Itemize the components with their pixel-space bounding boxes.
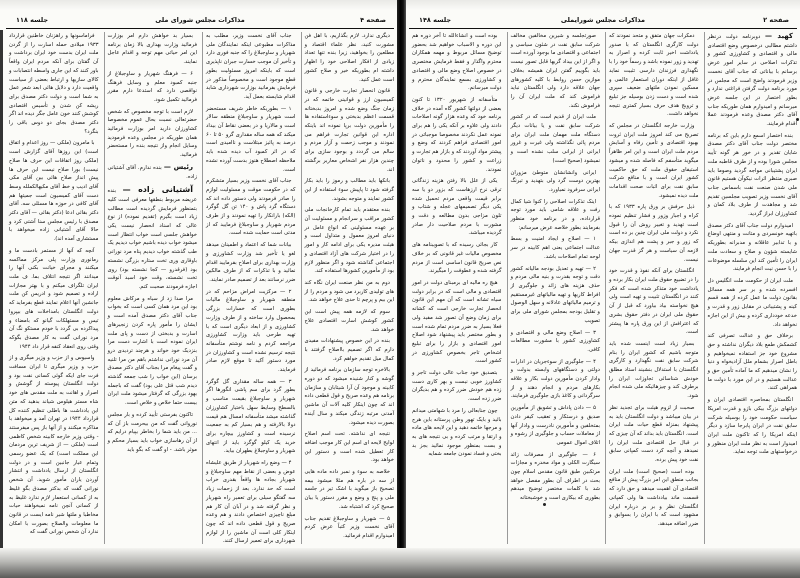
paragraph: [708, 222, 798, 274]
right-page: [409, 12, 797, 548]
paragraph: [305, 308, 395, 334]
paragraph-text: فراماسونها و راهزنان خاطنین قرارداد ۱۹۳۳ میلادی حمله اسارت را از گردن ملت ایران بدست خود ایران برداشت و آن گفتان برای آنکه مردم ایران واقعاً باور کنند که این جاری واسطه انتصابات و کالای سازیها و ارتباط بعضی از سیاست واقعیت دارد و دلایل هائی ابعد شعر عمل به شما است و دولت دکتر مصدق برای ریشه کن شدن و تأسیس اقتصادی کوشش کنند خون عامل جگر دیده اند اگر دکتر مصدق بجای دو دوس باقی را بنگرد؟: [9, 33, 99, 135]
paragraph: [708, 32, 798, 129]
paragraph: [708, 132, 798, 219]
paragraph: [412, 96, 502, 174]
paragraph-text: برخلاف حق و عدالت تصرفی کند کشمکش طمع بلاد دیگران نداشته و حق مشروع خود جز استفاده نمیخواهیم و باطل اصرار بشمام ملل آزادیخواه و دنیا را نشان میدهیم که ما آماده تأمین حق و عدالت هستیم و در این مورد با دولت ما همراهی کنند.: [707, 333, 797, 392]
right-page-header: [409, 12, 797, 29]
speaker-name: کهبد —: [764, 32, 793, 40]
speaker-name: آشتیانی زاده —: [122, 185, 193, 195]
paragraph: [708, 277, 798, 329]
paragraph: [511, 265, 601, 326]
paragraph: [511, 198, 601, 233]
paragraph-text: ذیل حرفش بر ورق پاره ۱۹۳۳ که با کراه و اجبار وزور و فشار تنظیم نموده است تهدید و تغییر روش آن را قبول نکرد و دولت ملی ایران چنین بر ده است که زور و جبر و پشت هم اندازی بیکه لازمه آن سیاست و هر گز قدرت جهان نیست.: [609, 204, 699, 263]
paragraph: [412, 407, 502, 459]
paragraph-text: صورتجلسه و شیرین مخالفین مخالف شرکت سابق نفت در شئون سیاسی و اجتماعی و اقتصادی ما بوجود آورده است و اگر از این بیداد گریها قابل تصور نیست باید بگوییم گفتن ایران همیشه بخلاف موازین حسن روابط با کلیه کشورهای جهان علاقه دارد ولی انگلستان نباید فراموش کند که ملت ایران آن را فراموش نکند.: [510, 33, 600, 109]
paragraph-text: ۴ — جلوگیری از سوءجریان در ادارات دولتی و دستگاههای وابسته بدولت و وادار کردن مأمورین دولت بکار و علاقه بکارهای مردم و انجام دهند و از سرگردانی و کاغذ بازی جلوگیری فرمایند.: [510, 358, 600, 400]
paragraph: [708, 332, 798, 393]
paragraph-text: ۵ — دادن پاداش و تشویق از مأمورین صدیق و درستکار و تعقیب کیفر دادن بمتخلفین و مأمورین نادرست و وادار آنها از معاملات حساب و جلوگیری از رشوه و اتلاف اموال عمومی: [510, 405, 600, 446]
paragraph-text: سوم که لازمه همه پیش است این کشور کوشش اسارت اقتصادی علاج خواهد شد.: [304, 309, 394, 333]
paragraph: [511, 358, 601, 402]
paragraph-text: بتصدیق خود جناب عالی دولت تاجر و کشاورز خوبی نیست و بهر کاری دست زده هم خودش ضرر کرده و هم بدیگران ضرر زده است.: [412, 370, 502, 403]
paragraph-text: کار بجائی رسیده که با تصویبنامه های مخصوص مالیات غیر قانونی که بر خلاف نص صریح قانون اساسی است از مردم گرفته شده و عطوفت را میگیرند.: [412, 242, 502, 275]
paragraph-text: تاکنون بفرستی تأیید کرده و بار مجلس نوروانی گفت که من بیحرمت باز آن که ... من باید شما را بخاطر بپیام درایم که از آن رهاسازی خواب باید بسیار محکم و موثر باشد. - او گفت که بگو باید: [107, 411, 197, 453]
text-column: [704, 32, 798, 544]
paragraph-text: بسیار بد خواهش دارم امر بوزارت فرمائید وزارت بهداری بالا زمان برنامه این امر حیاتی مهم توجه و اقدام عاجل نمایند.: [107, 33, 197, 66]
text-column: [605, 32, 699, 544]
paragraph: [511, 113, 601, 165]
paragraph-text: بنده ندارم. آقای آشتیانی زاده.: [107, 164, 197, 180]
paragraph-text: ملت ایران از قدیم است که در کشور شرکت سابق نفت و یا بیانات دیگر دستگاه ملت مهمان ملت ایران برای مردم پائی نگذاشته ولی غیرت و غرور ایرانی از ایرانی سلب نشده است و نمیشود (صحیح است): [510, 114, 600, 164]
paragraph-text: بنده معتقدم باید تمام کارخانجات ملی کشور مراقب و سرانجام و مسئولیت آن بر عهده مسئولینی که انواع عامل در دنیای امروز معمول و متداول است و هیئت مدیره یکی برای ادامه کار و امور را در اختیار شرکت های آزاد اقتصادی و اجتماعی گذاشته شود و اگر منظور لازم بود از مأمورین کشورها استفاده کند.: [304, 207, 394, 275]
paragraph: [305, 279, 395, 305]
paragraph: [511, 169, 601, 195]
paragraph: [108, 163, 198, 181]
paragraph-text: دوم به من نظر صنعت ایران نگاه کند های تولیدی کاربرد می شود و مردم را از این بیم و پرچم تا حدی علاج خواهد شد.: [304, 279, 394, 304]
paragraph: [9, 32, 99, 136]
paragraph-text: ایرانی وانشانشان متوطئ مزوران بهترین دوست گرد ولی بتهدید و تیرنگ ایرانی سرفرود نمیاورد.: [510, 169, 600, 193]
paragraph-text: یکی از علل بالا رفتن هزینه زندگانی ترقی نرخ ارزهاست که بزور دو یا سه برابر قیمت واقعی مردم تحمیل شده یکی دیگر تصمیمهای عجله و شتاب و تلون مزاجی بدون مطالعه و دقت و مشورت با مردم صلاحیت دار صادر گردیده میباشد.: [412, 178, 502, 237]
right-page-columns: [409, 32, 797, 544]
left-page-columns: [6, 32, 394, 544]
paragraph: [305, 515, 395, 541]
paragraph: [9, 139, 99, 243]
paragraph: [412, 369, 502, 404]
paragraph: [305, 337, 395, 363]
paragraph: [511, 404, 601, 448]
paragraph-text: دمکرات جهان متفق و متحد نمودند که دولت کارگری انگلستان که با صدور یادداشت اخیر ثابت کرده و اصرار به تهدید و زور نموده باشد و رسماً خود را با نگهداری فرزندان دارسی تثبیت نماید غافل از اینکه دوران استعمار عالمی و مسکین نمودن ملتهای ضعیف سپری شده است و دست زدن بوسیله جز تبلیغ و ترویج هدف حرف بسیار کمتری نتیجه نخواهد داشت.: [609, 33, 699, 118]
paragraph-text: ۱ — اصلاح و ایجاد امنیت و بسط عدالت اجتماعی یعنی اهم کابینه در سر لوحه تمام اصلاحات باشد.: [510, 236, 600, 260]
paragraph: [9, 354, 99, 537]
margin-dot-mark: [543, 503, 546, 506]
paragraph-text: انگلستان برای آنکه نفوذ و قدرت خود را در تضییع حقوق ملت ایران بکار برده و یادداشت خود متذکر شده است که فکر کنند در انگلستان تثبیت و تهیه است ولی هیچ نخواسته بیاد بیاورد که قبل از آن حقوق ملی ایران در دفتر حقوق بشری که اعترافش از این ورق پاره ها پیشتر است.: [609, 268, 699, 336]
paragraph: [609, 32, 699, 119]
paragraph-text: مرا صدا زد از سیاه و مرکاش معلوم بود این مرد همان کسی است که بخواب جناب آقای دکتر مصدق آمده است و ایشان را مأمور پاره کردن زنجیرهای اسارت و بدبختی از دست و پای ملت ایران نموده است با اشارت دست مرا بنزدیک خود خواند و هرچند تردیدی درو آن مرد نورانی نداشتم باهم من مرا تلنیه و گفت پیغام مرا بجناب آقای دکتر مصدق برسان (این خواب را شب جمعه گذشته دیدم شب قتل علی بود) گفت که باجمله بهود بزرگی که گرفتار میشود ملت ایران بیست حتما خلاص و خلاص است.: [107, 295, 197, 407]
scan-bottom-edge: [0, 548, 800, 578]
page-number: صفحه ۲: [763, 16, 789, 24]
paragraph: [206, 241, 296, 285]
paragraph: [108, 411, 198, 455]
paragraph-text: بوده است و انشاءالله تا آخر دوره هم این دوره و الاسباب خواهیم شد بحضور توضیح مسائل مربوط و مهمه همکاران محترم واگذار و فقط فرمایش مختصری در خصوص اصلاح وضع مالی و اقتصادی و کشاورزی بسمع نمایندگان محترم و دولت میرسانم.: [412, 33, 502, 92]
paragraph-text: امیدوارم دولت جناب آقای دکتر مصدق باتهیه خونسردی و متانت و منتهی اوضاع و با تدابیر عاقلانه و مدبرانه بطوریکه شایسته شؤون و صلاح و سعادت ملت ایران را تأمین کند این سلسله موضوعات را با حسن نیت انجام فرمایند.: [707, 222, 797, 273]
session-number: جلسه ۱۴۸: [419, 16, 452, 24]
paragraph: [108, 70, 198, 105]
paragraph: [305, 366, 395, 427]
paragraph-text: ۳ — اصلاح وضع مالی و اقتصادی و کشاورزی کشور با مشورت مطالعات کافی.: [510, 329, 600, 353]
paragraph-text: ۳ — همه ساله مقداری گل گوگرد بطور گرد برای سم پاشی انگورها اگر شهریار و ساوجبلاغ بقیمت مناسب و بالسطح وسایط سهل باختیار کشاورزان گذاشته میشد متأسفانه امسال هم قیمت دولا بالارفته و هم بسیار کم به جمعیت نرسیده است و کشاورز بیچاره برای خرید یک کیلو گوگرد باید از انتهای شهریار و ساوجبلاغ بطهران بیاید.: [206, 378, 296, 455]
paragraph-text: دوبرنامه دولت درنظر داشتم مطالبی درخصوص وضع اقتصادی مالی و اقتصادی و کشاورزی کشور و تذکرات اصلاحی در سایر امور عرض برسانم با بیاناتی که جناب آقای نخست وزیر فرمودند واضح است که مجلس در مورد برنامه دولت گرفتن فراغتی ندارد و بطور اختصار در این جلسه عرض میرسانم و امیدوارم همان طوریکه جناب آقای دکتر مصدق وعده فرمودند عملا اقدام فرمایند.: [707, 34, 797, 128]
paragraph: [511, 32, 601, 110]
paragraph-text: واسیوس و از حزب و وزیر میگری و از حزب و وزیر میگری تا ایران مسافت فرت جای ایکه گوئی کسانی نفت بود و دولت انگلستان پیوسته از گوشش و اصرار و اهانت به ملت مقدس های خود شاه مستر هیلوس شیاند بدهید که متن این یادداشت ها باطلی تنظیم کننده کل قرارداد ۱۹۴۴ در تهران آمد و میخواهد با مذاکره میکنند و از آنها باز پس میفرستند - وقتی وزیر خارجه کابینه شخص کاظمی است (ملکی — از شریف ترین مردمان این مملکت است) که یک عضو رسمی وتمام عیار جانبین است و در دولت انگلستان از ارسال یادداشت و انتشار آوردن یاران مأمور شوید. آن شخص نورانی گفت که بدکتر مصدق بگو غلیظ به از کسانی استعمار لازم ندارد غلیظ به از کسانی آنچن نامه نمیخواهند حیات مخاطبا و ملتها شیر نامه ایست در قانون ما معلومات والصلاح بصورت با امکان ندارد آن شخص نورانی گفت که: [9, 355, 99, 536]
text-column: [202, 32, 296, 544]
paragraph-text: ۶ — جلوگیری از مصرفات زائد سیگارت الکلی و مواد مخدره و مجازات مرتکبین طبق قانون مقدس اسلام چون بحث در اطراف آن بطور مفصل خواهد شد با کلمات مختصر توضیح میدهم بطوری که بیکاری است و خوشبختانه: [510, 451, 600, 502]
paragraph-text: ۶ — فرهنگ شهریار و ساوجبلاغ از جنبه کمبود معلم و وسایل فرهنگ نواقصی دارد که استدعا دارم مقرر فرمائید تکمیل شود.: [107, 70, 197, 103]
paragraph: [305, 206, 395, 276]
paragraph-text: بانکها باید مطالب و رموز را باید بکار گرفته شود تا پاپیش سوء استفاده از این کشور نمایند و متوجه بشوند.: [304, 178, 394, 202]
paragraph-text: انگلستان بمحاصره اقتصادی ایران و دولتهای بزرگ بیکی بازو و قدرت امریکا سیاست حکومت خود را بوسیله شرکت سابق نفت در ایران پابرجا سازد و دیگر اینکه امریکا را که تاکنون ملت ایران امیدوار است به نظر ملت ایران منظور و درخواستهای ملت توجه نماید.: [707, 397, 797, 456]
paragraph-text: خلاصه به سوء و نمبر داده ماده هایی از سه در باره هم مثلا میشود بیمه تصحیح باز میگوید با اشک تیر در جلسه ملی و پنج و وضع و مقرر دستور یا بیان صحیح کرد که اشتباه شد.: [304, 469, 394, 510]
paragraph: [609, 468, 699, 529]
text-column: [6, 32, 99, 544]
paragraph: [305, 177, 395, 203]
paragraph-text: آنچه که آنها از مستمر بادست ما و رمانوری وزارت پلی مرکز مماکسه میکنند و مجرای خیانت بکنی آنها را میدانند اگر نتیجه انتلاف بما. ف ملت ایران تلگراف میکنم و با بهتر مجازات اراده و تصمیم شود و ادریس کن ملت جانشین آنها اعلام نمایند قطع بفرماید که دولت انگلستان بامداخلات های بیپروا تیس و مستهلکات گیانو که بامضاء و پیداکرده بی گردد با خودم مستکو نگ آن مرد نورانی گفت به کار مصدق بگوکه وقتی روی انعقاد کنفه قرار داد ۱۹۴۴: [9, 247, 99, 350]
scan-left-edge: [0, 30, 3, 550]
paragraph: [206, 378, 296, 456]
paragraph: [305, 468, 395, 512]
paragraph: [305, 430, 395, 465]
paragraph: [108, 184, 198, 291]
paragraph-text: هیچ ره مالیه ای برمبنای دولت در امور اقتصادی و مالی است که در برابر دولت سیاه تشانه است که آن مهم این قانون انحصار تجارت خارجی است که کشانه برای زمان وضع آن تصور شد مفید ولی فعلا بسیار به ضرر مردم تمام شده است و بطور مختصر باید پیشنهاد شود اصلاح امور اقتصادی و بازار را برای تبلیغ اشخاص تاجر بخصوص کشاورزی در کشور است.: [412, 279, 502, 365]
paragraph-text: بیانات شما که اعتماد و اطمینان میدهد لغو یا تأخیر شد وزارت کشاورزی و وزارت بهداری برای اصلاح بفرمایید اقدام نمائید و با تذکرات که از طرف مالکین ضرر نرسانند بعد از تصمیم صادر نمایند.: [206, 242, 296, 283]
paragraph-text: لازم است با توجه مخصوص که شخص حضرتعالی نسبت بحال عموم مخصوصا کشاورزان دارید امر بوزارت فرمائید همان طوریکه در مجلس وعده فرمودید وسایل انجام واز نتیجه بنده را مستحضر فرمائید.: [107, 108, 197, 159]
book-gutter: [397, 0, 406, 578]
paragraph: [511, 235, 601, 261]
paragraph-text: با مامرون (ملکی — روز اعدام و اتفاق است) این روزها آقای گزارش است (ملکی روز اتفاقات این حرف ها صلاح نیست) بورا صلاح نیست این حرف ها پیش انداز صلاح هائی بین آقای مکی آقای ادیب و خط آقای مکیهالکملله وسط دست آقای کمیسیون است جمیتها هم آقای کافی در حوزه ها مسئلی سه. آقای دکتر بقائی ادعا (دکتر بقائی — آقای دکتر مصدق با رئیس مجلس سنا آشتی کرد و حالا آقای آشتیانی زاده میخواهد با مستشاری آمده اند).: [9, 140, 99, 243]
paragraph-text: بالاخره توجه سازمان برنامه فرمائید از گوشه و کنار شنیده میشود که دو دوره کابینه و موجود آن آرا شیتابان و سازمان برنامه هم وعده صریح و قول قطعی داده اند که چون اینکار کلیه آلات آن ماشین آمدنی مرتبه زندگی میکند و سال آینده بصورت دیده میشود.: [304, 367, 394, 426]
paragraph-text: قانون انحصار تجارت خارجی و قانون کمیسیون ارز و قوانینی خاتمه که در زمان جنگ وضع شده و امروز بدبختانه قسمت اعظم بدبختی و سوءاستفاده ها را مأمورین دولت برپا نموده اند باینکه اداره این قوانین تجارت فراهم می نمودند و موجب زحمت و آزار مردم و سالم می گرددد و بوجود سازی برای چندین هزار نفر اشخاص معاریر برگشته اند.: [304, 88, 394, 173]
paragraph: [206, 32, 296, 102]
page-running-title: مذاکرات مجلس شورایملی: [560, 16, 646, 24]
paragraph: [412, 279, 502, 366]
paragraph: [609, 404, 699, 465]
paragraph: [305, 87, 395, 174]
paragraph: [206, 105, 296, 175]
paragraph-text: اینک تذکرات اصلاحی را کنوا شیا کمال رفت و علاقه شامی باید مورد توجه قرارداده، و در برنامه خود منظور بفرمایند بطور خلاصه عرض میرسانم:: [510, 198, 600, 231]
text-column: [301, 32, 395, 544]
paragraph-text: ۲ — تهیه و تعدیل بودجه ماليانه کشور دقت و توجه بقدرت و بنیه مالی مردم و حذف هزینه های زائد و جلوگیری از افراط کاریها و تهیه مالیاتهای غیرمستقیم و ترمیم مالیاتهای عادلانه و سهل الوصول و تقلیل بودجه بمجلس شورای ملی برای تصویب: [510, 265, 600, 324]
text-column: [409, 32, 502, 544]
paragraph-text: وزارت خارجه انگلستان در مجلس که تصریح می کند امروز ملت ایران ثروت بهبود اقتصادی و تأمین رفاه و آسایش مردم ملت ایران است و این امر ظاهراً میگوید متأسفم که فاصله شده و میشود استیفای حقوق ملت که حق حاکمیت کشور ایران است و با منافع شرکت سابق نفت برای اثبات صحت اقدامات ملت دیده نمیشود.: [609, 123, 699, 199]
paragraph: [108, 32, 198, 67]
paragraph: [108, 295, 198, 408]
paragraph: [609, 340, 699, 401]
text-column: [507, 32, 601, 544]
paragraph-text: بوده است (صحیح است) ملت ایران بجانب منطق این امر بزرگ پیش از منافع اقتصادی آن اهمیت میدهد و حق دارد که قسمت ماند بیادداشت ها ولی کمپانی انگلستان نظر و بر بر درباره ایران مشهود است که با ایران را بسوابق و ضرر اضافه میدهد.: [609, 468, 699, 527]
paragraph-text: دیگری ندارد. لازم بگذاریم، با اهل فن مشورت کنید، نظر علماء اقتصاد و مطلعین را بخواهید، زیرا بنده تنها تعداد زیادی از افکار اصلاحی خود را اظهار داشته ام بطوریکه خیر و صلاح کشور است عمل کنید.: [304, 33, 394, 83]
paragraph-text: بنده در این خصوص پیشنهادات مفیدی دارم که اگر تصمیم بااصلاح گرفتند با کمال میل تقدیم خواهم کرد.: [304, 338, 394, 362]
text-column: [104, 32, 198, 544]
paragraph-text: ۵ — شهریار و ساوجبلاغ تقدیم جناب آقای نخست وزیر کتباً عرض کردم امیدوارم اقدام فرمائید.: [304, 515, 394, 539]
paragraph-text: چون جنابعالی را مرد با شهامتی میدانم بائید و بایک تهور وطن پرستانه باین هرج و مرجها خاتمه دهید و این لایحه های ماده و ارتقا و مرتب کرده و بی نتیجه های به و بست بمنظور موجود نمائید بجز بد بختی و فساد نمودن جامعه شمایه: [412, 407, 502, 458]
paragraph: [9, 247, 99, 351]
paragraph-text: بنده اختصار اسمع دارم باین که برنامه مختصر دولت جناب آقای دکتر مصدق شایان تقدیر و در خور هر گونه تأیید مجلس شورا بوده و از طرف قاطبه ملت ایران پشتیبانی مواجه گردید وصوما باید صبری منتظر اثرات نیکوآن هستیم قانون ملی شدن صنعت نفت باسماس جناب آقای نخست وزیر تصویب مجلسین تقدیم شد و مجاهدت از طرف بلاد کمان و کشاورزان ابراز گردید.: [707, 132, 797, 218]
paragraph: [511, 451, 601, 503]
page-number: صفحه ۴: [360, 16, 386, 24]
speaker-name: رئیس —: [163, 162, 193, 171]
paragraph: [412, 177, 502, 238]
paragraph: [305, 32, 395, 84]
paragraph: [412, 241, 502, 276]
session-number: جلسه ۱۱۸: [16, 16, 49, 24]
paragraph: [412, 32, 502, 93]
page-running-title: مذاکرات مجلس شورای ملی: [155, 16, 245, 24]
margin-dot-mark: [796, 118, 799, 121]
paragraph-text: بنده عریضه مربوط بنطقها معرفی است کلیه بتمنظور فرمایش گردیده است مطالب زیاد است بگیرم (تقدیم نموده) از نوع عالی که اسناد انحصار نیست یکی خواهش جلسی است خواب انتظار است میشود خواب دیده باشیم خواب دیدیم یک طب گذشته خواب دیدیم پناه مرد نورانی باوقاری وری تخت ستاره بزرگی نشسته بود (فرقدرو — کجا نشسته بود) روی تخت نشسته، وقت خود اسید آنوقت اجازه فرمودند صحبت کنم.: [107, 188, 197, 290]
paragraph: [609, 203, 699, 264]
paragraph-text: صحبت از لزوم هیئت برای تجدید نظر در بیان میباشد و دولت انگلستان باید به پیشنهاد بمنزله قطع حیات ملت ایران است. انگلستان باید بداند که آن چیزی که در قبال حل اقتصادی ملت ایران را نمیدهد و آنچه کرد دست کمپانی سابق نفت خود پیش برده.: [609, 404, 699, 464]
left-page-header: [6, 12, 394, 29]
paragraph-text: ۱ — بطوریکه خاطر شریف مستحضر است شهریار و ساوجبلاغ منطقه سالار است و مالاریا و در بعضی نقاط آن بیداد میکند که همه ساله مقداری گرو ۵۰ تا ۶۰ درصد به پائیز مبتلاست و ناامیدی است که در اثر کمبود آب دیده شده باید ملاحظه اصطلاح هنوز بدست آورده نشده است.: [206, 105, 296, 173]
paragraph: [206, 459, 296, 546]
paragraph: [609, 122, 699, 200]
paragraph-text: ۴ — وضع راه شهریار از طریق علیشاه عوض و بعضی از نقاط مهم ساوجبلاغ و شهریار بجاده ها واقعاً بقدری خراب است که حد ندارد. بعد از زحمات زیاد سه گفتگو سیلی برای تعمیر راه شهریار و نظر گرفته شد و در آبان آن کار هم مبلغ ناچیزی اختصاص دادند و هم وعده صریح و قول قطعی داده اند که چون اینکار کلی است آن ماشین را از لوازم شهرداری برای تعمیر ارسال کنند.: [206, 460, 296, 545]
paragraph: [708, 396, 798, 457]
paragraph: [206, 177, 296, 238]
paragraph-text: متأسفانه از شهریور ۱۳۲۰ تا کنون بعضی از دولتها کشور گاه آمده در خلاف برنامه خود که وعده هزار گونه اصلاحات دادند ولی علاوه بر آنکه یکی را هم برای نمونه عمل نکردند مخصوصا موجباتی در امور اقتصادی فراهم کردند که وضع و پیشتر مواد آوردند که و بازار هم تجارت و زراعت و کشور را محدود و ناتوان نمودند.: [412, 96, 502, 173]
paragraph-text: جناب آقای نخست وزیر، مطلب به مذاکرات مطبوعی اینکه نمایندگان ملی شهریار و ساوجبلاغ را که جنبه فوری دارد و تأخیر آن موجب خسارت جبران ناپذیری است که باینکه امروز مسئولیت بطور قطع موجود است و مخصوصاً مذکور در فرمایش بفرمانید بوزارت شهرداری شاید اقدام شایسته بعمل آید.: [206, 33, 296, 100]
paragraph: [108, 108, 198, 160]
paragraph-text: بسیار زیاد است اینست شده باید متوجه باشیم که کشور ایران را بنام شرکت سابق نفت نگهدارد و کارگری انگلستان با استدلال بنشیند استاد مطلق خودش شناسائی تجاوزات ایران را برطرف کند و چیزهائیکه ملی شده انجام شود.: [609, 340, 699, 400]
paragraph: [511, 329, 601, 355]
left-page: [6, 12, 394, 548]
paragraph-text: نتیجه ای نداشته. تحت اسم اصلاح لوایح لایحه ای اسم این کار موجب اضافه کار تعطیل شده است و دستور این خواهد بود.: [304, 431, 394, 464]
paragraph-text: ملت ایران از حکومت ملت انگلیس دل افسرده شده و بر سر همه مسائل بقانون دولت ما عمل کرده از همه قسم کینه و پشتیبانی در مقابل زور و قدرت و خدعه خودداری کرده و بیش از این اجازه نخواهد داد.: [707, 277, 797, 328]
paragraph: [206, 288, 296, 375]
paragraph-text: جناب آقای نخست وزیر بسیار متشکرم که در حکومت موقت و مسئولیت لوازم را صادر فرمودند ولی دستور داده اند که دستگاه گرد پاش و ۱۴۰ تن گل گوگرد (الکه) بارانکار را تهیه نمودند و از طرف مردم شهریار و ساوجبلاغ فرمایید که از مدتی است حمایت شده است.: [206, 178, 296, 237]
paragraph-text: ۲ — مرکزیت امراض مزاحم که در منطقه شهریار و ساوجبلاغ مالیات بطوری است که خسارات بزرگی بمحصول وارد ساخته و از طرف وزارت کشاورزی و از ابعاد دیگری است که با تهیه طرحی باید وزارت کشاورزی مراجعه کردم و نامه نوشتم متأسفانه نتیجه ترسیم نشده است و کشاورزان در مورد دستور آکید تا موقع لازم صادر فرمایند.: [206, 288, 296, 374]
paragraph: [609, 267, 699, 337]
